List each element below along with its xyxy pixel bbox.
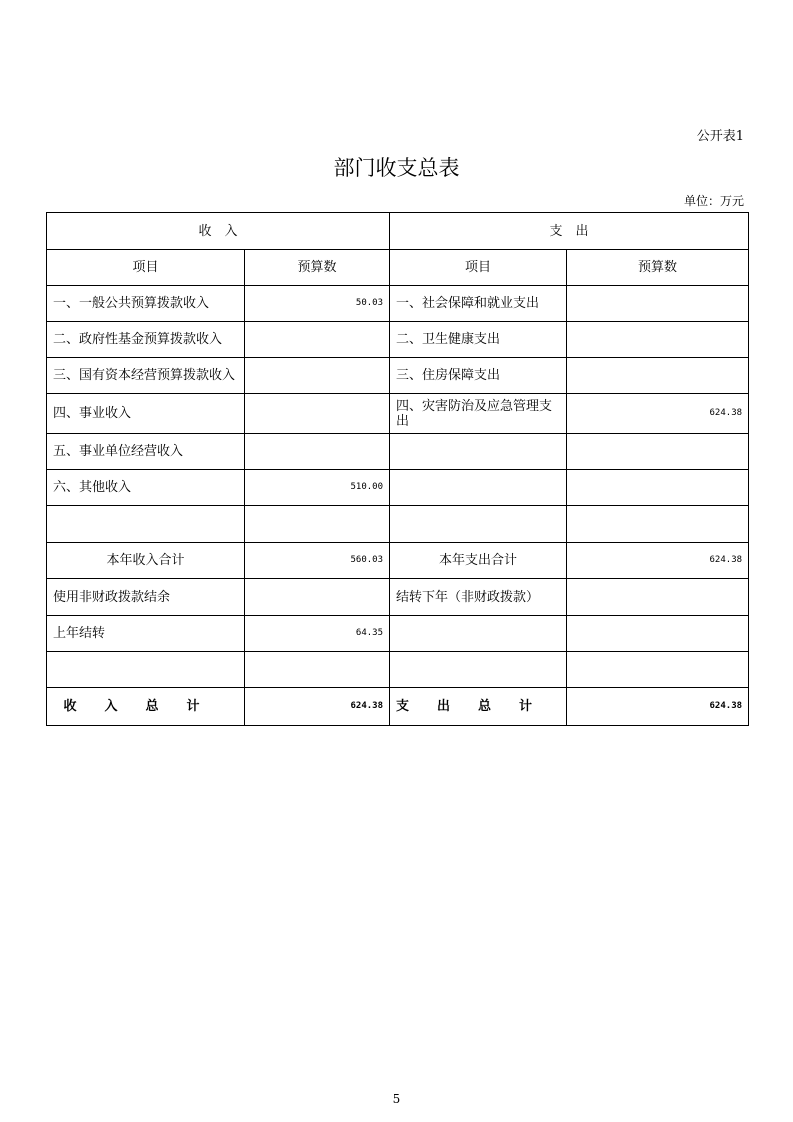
expense-total-label: 支出总计 [390,688,567,726]
income-item: 一、一般公共预算拨款收入 [47,286,245,322]
income-item: 使用非财政拨款结余 [47,579,245,616]
income-item [47,652,245,688]
income-amount [245,322,390,358]
expense-amount [567,322,749,358]
income-amount [245,579,390,616]
expense-item: 结转下年（非财政拨款） [390,579,567,616]
expense-item [390,616,567,652]
unit-label: 单位：万元 [683,194,744,208]
income-item: 三、国有资本经营预算拨款收入 [47,358,245,394]
expense-amount [567,470,749,506]
income-amount [245,394,390,434]
expense-item [390,434,567,470]
expense-section-header: 支 出 [390,213,749,250]
income-item: 上年结转 [47,616,245,652]
expense-amount [567,286,749,322]
expense-amount-header: 预算数 [567,250,749,286]
income-amount [245,434,390,470]
income-subtotal-amount: 560.03 [245,543,390,579]
income-amount: 510.00 [245,470,390,506]
income-amount: 50.03 [245,286,390,322]
income-item-header: 项目 [47,250,245,286]
table-id: 公开表1 [696,129,744,144]
income-amount-header: 预算数 [245,250,390,286]
expense-amount [567,652,749,688]
subtotal-row [47,543,749,579]
expense-amount: 624.38 [567,394,749,434]
section-header-row [47,213,749,250]
expense-amount [567,358,749,394]
income-subtotal-label: 本年收入合计 [47,543,245,579]
expense-item: 二、卫生健康支出 [390,322,567,358]
expense-amount [567,506,749,543]
table-row [47,394,749,434]
expense-item-header: 项目 [390,250,567,286]
income-total-amount: 624.38 [245,688,390,726]
expense-item [390,470,567,506]
expense-subtotal-label: 本年支出合计 [390,543,567,579]
table-row [47,506,749,543]
expense-item [390,506,567,543]
table-row [47,579,749,616]
income-amount: 64.35 [245,616,390,652]
table-row [47,470,749,506]
expense-amount [567,579,749,616]
budget-summary-table [46,212,749,726]
expense-item [390,652,567,688]
expense-total-amount: 624.38 [567,688,749,726]
table-row [47,652,749,688]
income-item: 五、事业单位经营收入 [47,434,245,470]
expense-item: 四、灾害防治及应急管理支出 [390,394,567,434]
income-item [47,506,245,543]
expense-item: 三、住房保障支出 [390,358,567,394]
grand-total-row [47,688,749,726]
expense-item: 一、社会保障和就业支出 [390,286,567,322]
income-amount [245,358,390,394]
table-row [47,322,749,358]
income-item: 六、其他收入 [47,470,245,506]
column-header-row [47,250,749,286]
expense-amount [567,616,749,652]
table-row [47,616,749,652]
income-item: 四、事业收入 [47,394,245,434]
table-row [47,358,749,394]
expense-subtotal-amount: 624.38 [567,543,749,579]
expense-amount [567,434,749,470]
income-amount [245,652,390,688]
page-number: 5 [392,1092,401,1106]
income-item: 二、政府性基金预算拨款收入 [47,322,245,358]
table-row [47,434,749,470]
page-title: 部门收支总表 [333,156,460,180]
income-total-label: 收入总计 [47,688,245,726]
income-amount [245,506,390,543]
table-row [47,286,749,322]
income-section-header: 收 入 [47,213,390,250]
